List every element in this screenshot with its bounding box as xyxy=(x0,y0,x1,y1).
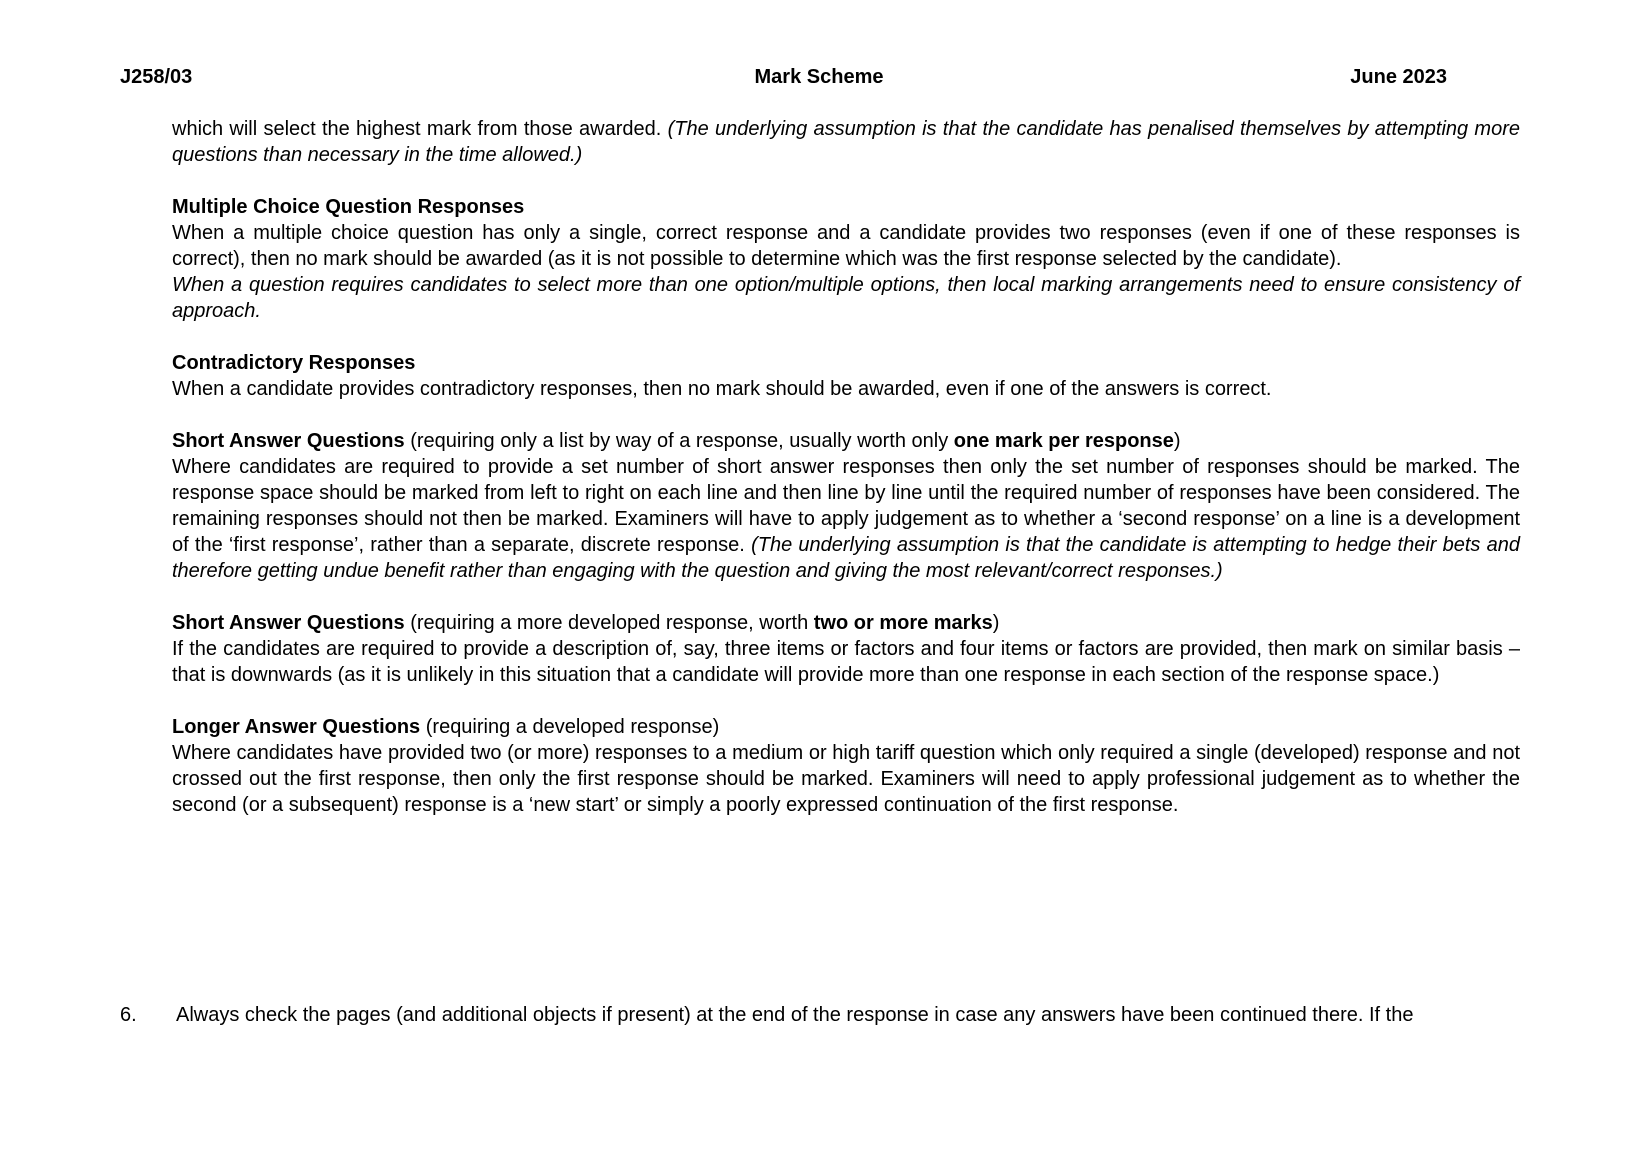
section-paragraph xyxy=(172,454,1520,584)
section-heading-subtitle-bold: one mark per response xyxy=(953,430,1174,452)
section-paragraph: When a candidate provides contradictory responses, then no mark should be awarded, even if one of the answers is correct. xyxy=(172,378,1272,400)
section-heading-subtitle: (requiring a more developed response, worth xyxy=(404,612,814,634)
section-short-answer-developed xyxy=(172,610,1520,688)
section-heading xyxy=(172,350,1520,376)
section-paragraph: When a multiple choice question has only a single, correct response and a candidate provides two responses (even if one of these responses is correct), then no mark should be awarded (as it is not possible to determine which was the first response selected by the candidate). xyxy=(172,222,1520,270)
section-heading-title: Contradictory Responses xyxy=(172,352,416,374)
section-heading-subtitle: (requiring only a list by way of a response, usually worth only xyxy=(404,430,954,452)
header-title: Mark Scheme xyxy=(754,66,884,88)
intro-paragraph xyxy=(172,116,1520,168)
section-paragraph: If the candidates are required to provide a description of, say, three items or factors and four items or factors are provided, then mark on similar basis – that is downwards (as it is unlikely in this situation that a candidate will provide more than one response in each section of the response space.) xyxy=(172,638,1520,686)
section-heading-title: Short Answer Questions xyxy=(172,612,405,634)
section-heading xyxy=(172,428,1520,454)
section-paragraph-italic: When a question requires candidates to select more than one option/multiple options, then local marking arrangements need to ensure consistency of approach. xyxy=(172,274,1520,322)
section-multiple-choice-responses xyxy=(172,194,1520,324)
section-paragraph: Where candidates have provided two (or more) responses to a medium or high tariff question which only required a single (developed) response and not crossed out the first response, then only the first response should be marked. Examiners will need to apply professional judgement as to whether the second (or a subsequent) response is a ‘new start’ or simply a poorly expressed continuation of the first response. xyxy=(172,742,1520,816)
item-number: 6. xyxy=(120,1004,137,1026)
section-heading-title: Longer Answer Questions xyxy=(172,716,421,738)
header-date: June 2023 xyxy=(1350,66,1447,88)
header-paper-code: J258/03 xyxy=(120,66,193,88)
document-body xyxy=(172,116,1520,818)
item-text: Always check the pages (and additional objects if present) at the end of the response in case any answers have been continued there. If the xyxy=(176,1004,1414,1026)
section-heading-subtitle: (requiring a developed response) xyxy=(420,716,720,738)
section-heading-subtitle-bold: two or more marks xyxy=(813,612,993,634)
page-header xyxy=(0,64,1638,90)
section-heading-subtitle-close: ) xyxy=(1173,430,1181,452)
section-heading-title: Short Answer Questions xyxy=(172,430,405,452)
section-heading-subtitle-close: ) xyxy=(992,612,1000,634)
intro-text-italic: (The underlying assumption is that the candidate has penalised themselves by attempting more questions than necessary in the time allowed.) xyxy=(172,118,1521,166)
section-heading xyxy=(172,714,1520,740)
numbered-item-6 xyxy=(120,1002,1520,1028)
section-text-normal: Where candidates are required to provide a set number of short answer responses then only the set number of responses should be marked. The response space should be marked from left to right on each line and then line by line until the required number of responses have been considered. The remaining responses should not then be marked. Examiners will have to apply judgement as to whether a ‘second response’ on a line is a development of the ‘first response’, rather than a separate, discrete response. xyxy=(172,456,1520,556)
section-short-answer-list xyxy=(172,428,1520,584)
section-heading-title: Multiple Choice Question Responses xyxy=(172,196,525,218)
intro-text-normal: which will select the highest mark from those awarded. xyxy=(172,118,668,140)
section-heading xyxy=(172,610,1520,636)
section-contradictory-responses xyxy=(172,350,1520,402)
section-text-italic: (The underlying assumption is that the candidate is attempting to hedge their bets and therefore getting undue benefit rather than engaging with the question and giving the most relevant/correct responses.) xyxy=(172,534,1521,582)
section-heading xyxy=(172,194,1520,220)
section-longer-answer xyxy=(172,714,1520,818)
